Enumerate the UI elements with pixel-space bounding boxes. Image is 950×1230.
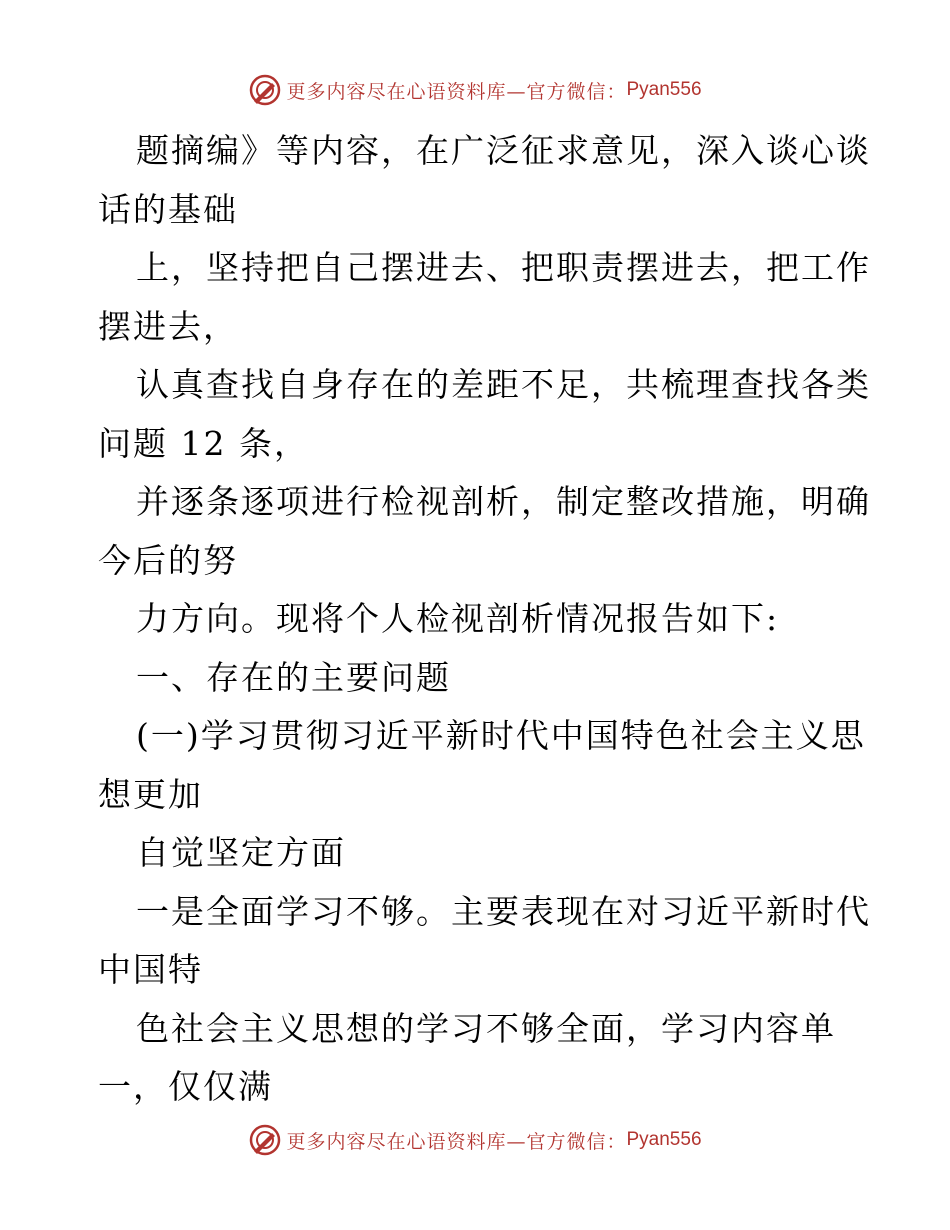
text-line: 认真查找自身存在的差距不足，共梳理查找各类 <box>136 365 871 404</box>
text-line: 题摘编》等内容，在广泛征求意见，深入谈心谈 <box>136 131 871 170</box>
text-line: 话的基础 <box>98 189 238 229</box>
subsection-heading-cont: 自觉坚定方面 <box>136 833 346 872</box>
subsection-heading-cont: 想更加 <box>98 774 203 814</box>
text-line: 摆进去， <box>98 306 238 346</box>
section-heading: 一、存在的主要问题 <box>136 657 451 697</box>
logo-icon <box>248 73 282 107</box>
text-line: 问题 12 条， <box>98 423 309 463</box>
subsection-heading: (一)学习贯彻习近平新时代中国特色社会主义思 <box>136 716 866 755</box>
text-line: 中国特 <box>98 950 203 989</box>
text-line: 色社会主义思想的学习不够全面，学习内容单 <box>136 1008 836 1048</box>
watermark-wechat-id: Pyan556 <box>626 79 702 100</box>
text-line: 一是全面学习不够。主要表现在对习近平新时代 <box>136 891 871 931</box>
text-line: 并逐条逐项进行检视剖析，制定整改措施，明确 <box>136 482 871 521</box>
document-body <box>98 122 871 1117</box>
text-line: 今后的努 <box>98 540 238 580</box>
watermark-text: 更多内容尽在心语资料库—官方微信： <box>286 80 627 103</box>
watermark-text: 更多内容尽在心语资料库—官方微信： <box>286 1130 627 1153</box>
text-line: 力方向。现将个人检视剖析情况报告如下: <box>136 599 780 638</box>
header-watermark <box>0 70 950 110</box>
text-line: 上，坚持把自己摆进去、把职责摆进去，把工作 <box>136 248 871 287</box>
watermark-wechat-id: Pyan556 <box>626 1129 702 1150</box>
text-line: 一，仅仅满 <box>98 1067 273 1106</box>
logo-icon <box>248 1123 282 1157</box>
footer-watermark <box>0 1120 950 1160</box>
